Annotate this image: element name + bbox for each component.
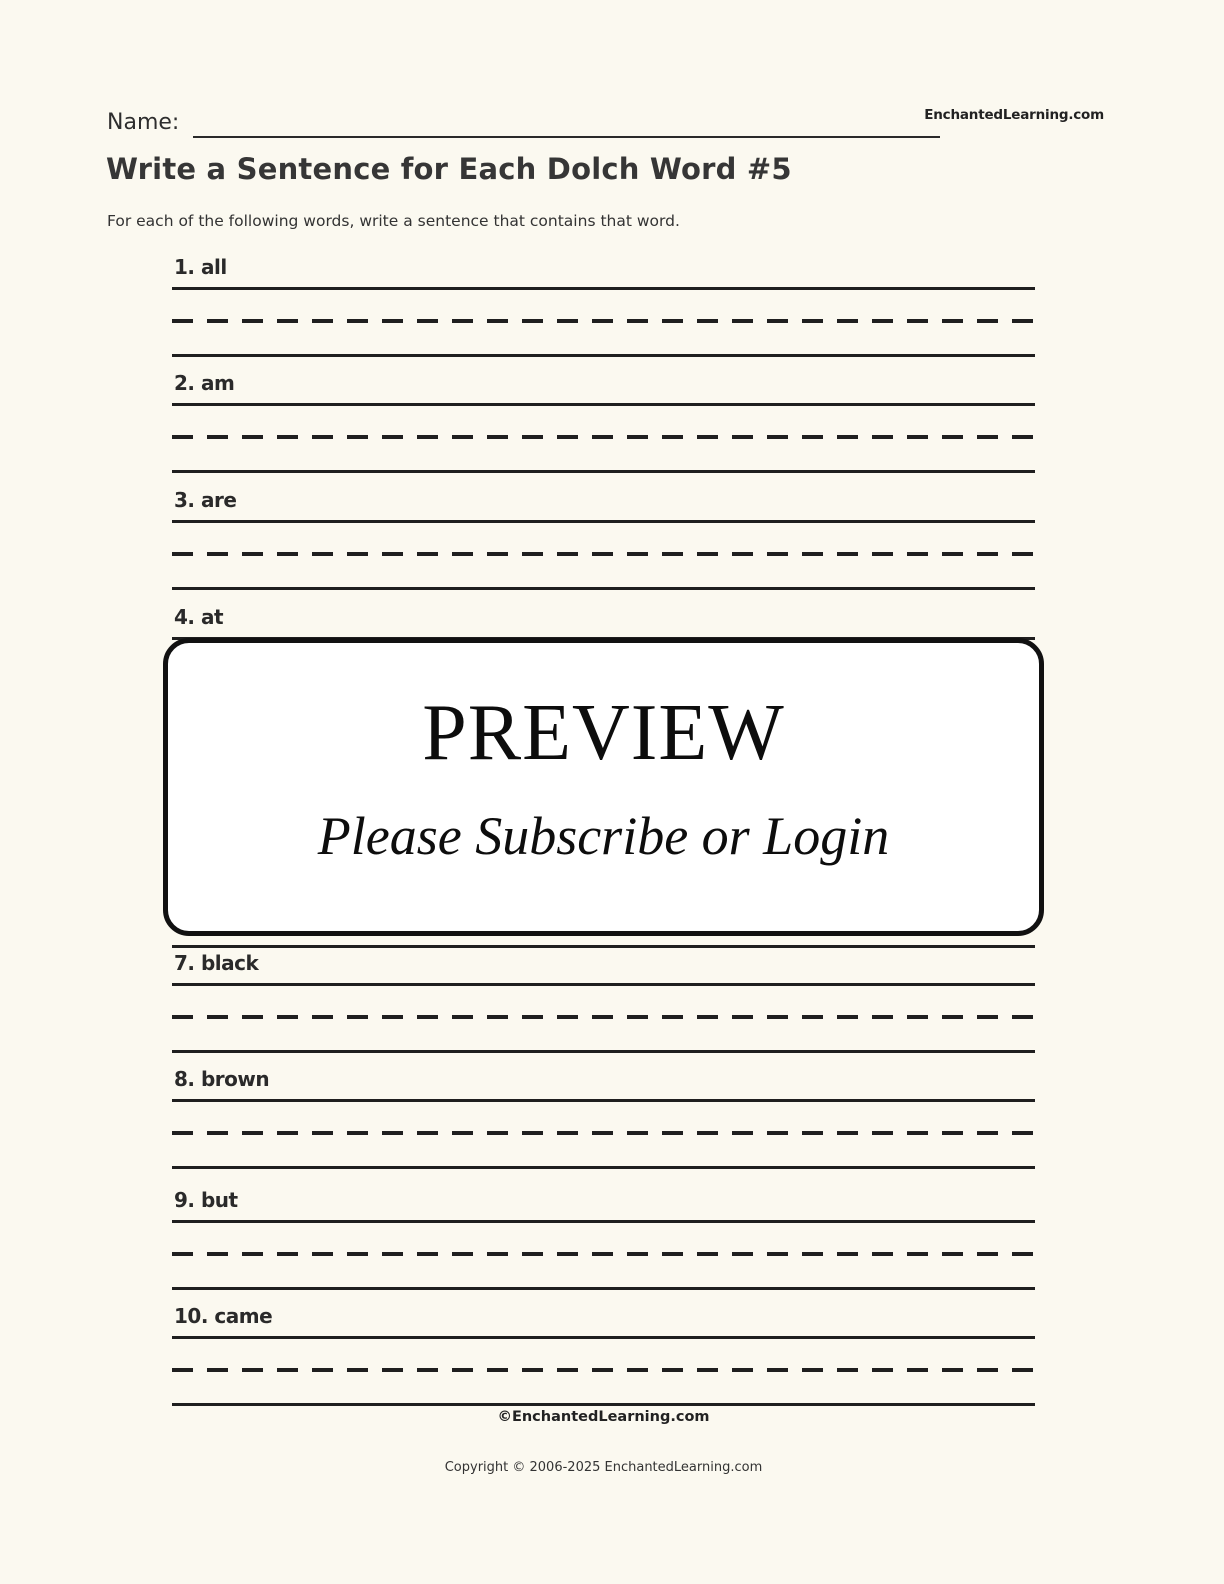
writing-line-dashed (172, 1131, 1035, 1135)
word-item-8 (172, 1067, 1035, 1171)
word-label: 7. black (174, 951, 259, 975)
writing-line-top (172, 1336, 1035, 1339)
footer-credit: ©EnchantedLearning.com (497, 1409, 710, 1425)
writing-line-top (172, 1099, 1035, 1102)
writing-line-dashed (172, 1015, 1035, 1019)
name-input-line (193, 108, 940, 138)
preview-subscribe-login-text[interactable]: Please Subscribe or Login (317, 806, 890, 866)
writing-line-bottom (172, 1166, 1035, 1169)
writing-line-top (172, 403, 1035, 406)
writing-line-dashed (172, 319, 1035, 323)
writing-line-dashed (172, 1252, 1035, 1256)
writing-line-dashed (172, 1368, 1035, 1372)
preview-title: PREVIEW (422, 689, 785, 777)
word-item-9 (172, 1188, 1035, 1292)
footer-copyright: Copyright © 2006-2025 EnchantedLearning.com (444, 1460, 763, 1475)
writing-line-top (172, 287, 1035, 290)
page-title: Write a Sentence for Each Dolch Word #5 (106, 152, 792, 186)
word-item-2 (172, 371, 1035, 475)
word-label: 8. brown (174, 1067, 270, 1091)
writing-line-dashed (172, 552, 1035, 556)
writing-line-bottom (172, 1050, 1035, 1053)
preview-overlay (163, 638, 1044, 936)
writing-line-top (172, 1220, 1035, 1223)
word-item-1 (172, 255, 1035, 359)
word-item-7 (172, 951, 1035, 1055)
site-link[interactable]: EnchantedLearning.com (924, 107, 1104, 123)
writing-line-top (172, 520, 1035, 523)
name-row (107, 108, 940, 138)
writing-line-bottom (172, 1287, 1035, 1290)
word-item-10 (172, 1304, 1035, 1408)
word-label: 2. am (174, 371, 235, 395)
writing-line-bottom (172, 587, 1035, 590)
word-label: 9. but (174, 1188, 238, 1212)
name-label: Name: (107, 110, 180, 135)
word-label: 4. at (174, 605, 224, 629)
writing-line-bottom (172, 470, 1035, 473)
instructions-text: For each of the following words, write a sentence that contains that word. (107, 212, 680, 230)
word-label: 10. came (174, 1304, 273, 1328)
writing-line-bottom (172, 354, 1035, 357)
word-label: 3. are (174, 488, 237, 512)
word-item-3 (172, 488, 1035, 592)
writing-line-below-preview (172, 945, 1035, 948)
writing-line-bottom (172, 1403, 1035, 1406)
writing-line-dashed (172, 435, 1035, 439)
word-label: 1. all (174, 255, 227, 279)
writing-line-top (172, 983, 1035, 986)
